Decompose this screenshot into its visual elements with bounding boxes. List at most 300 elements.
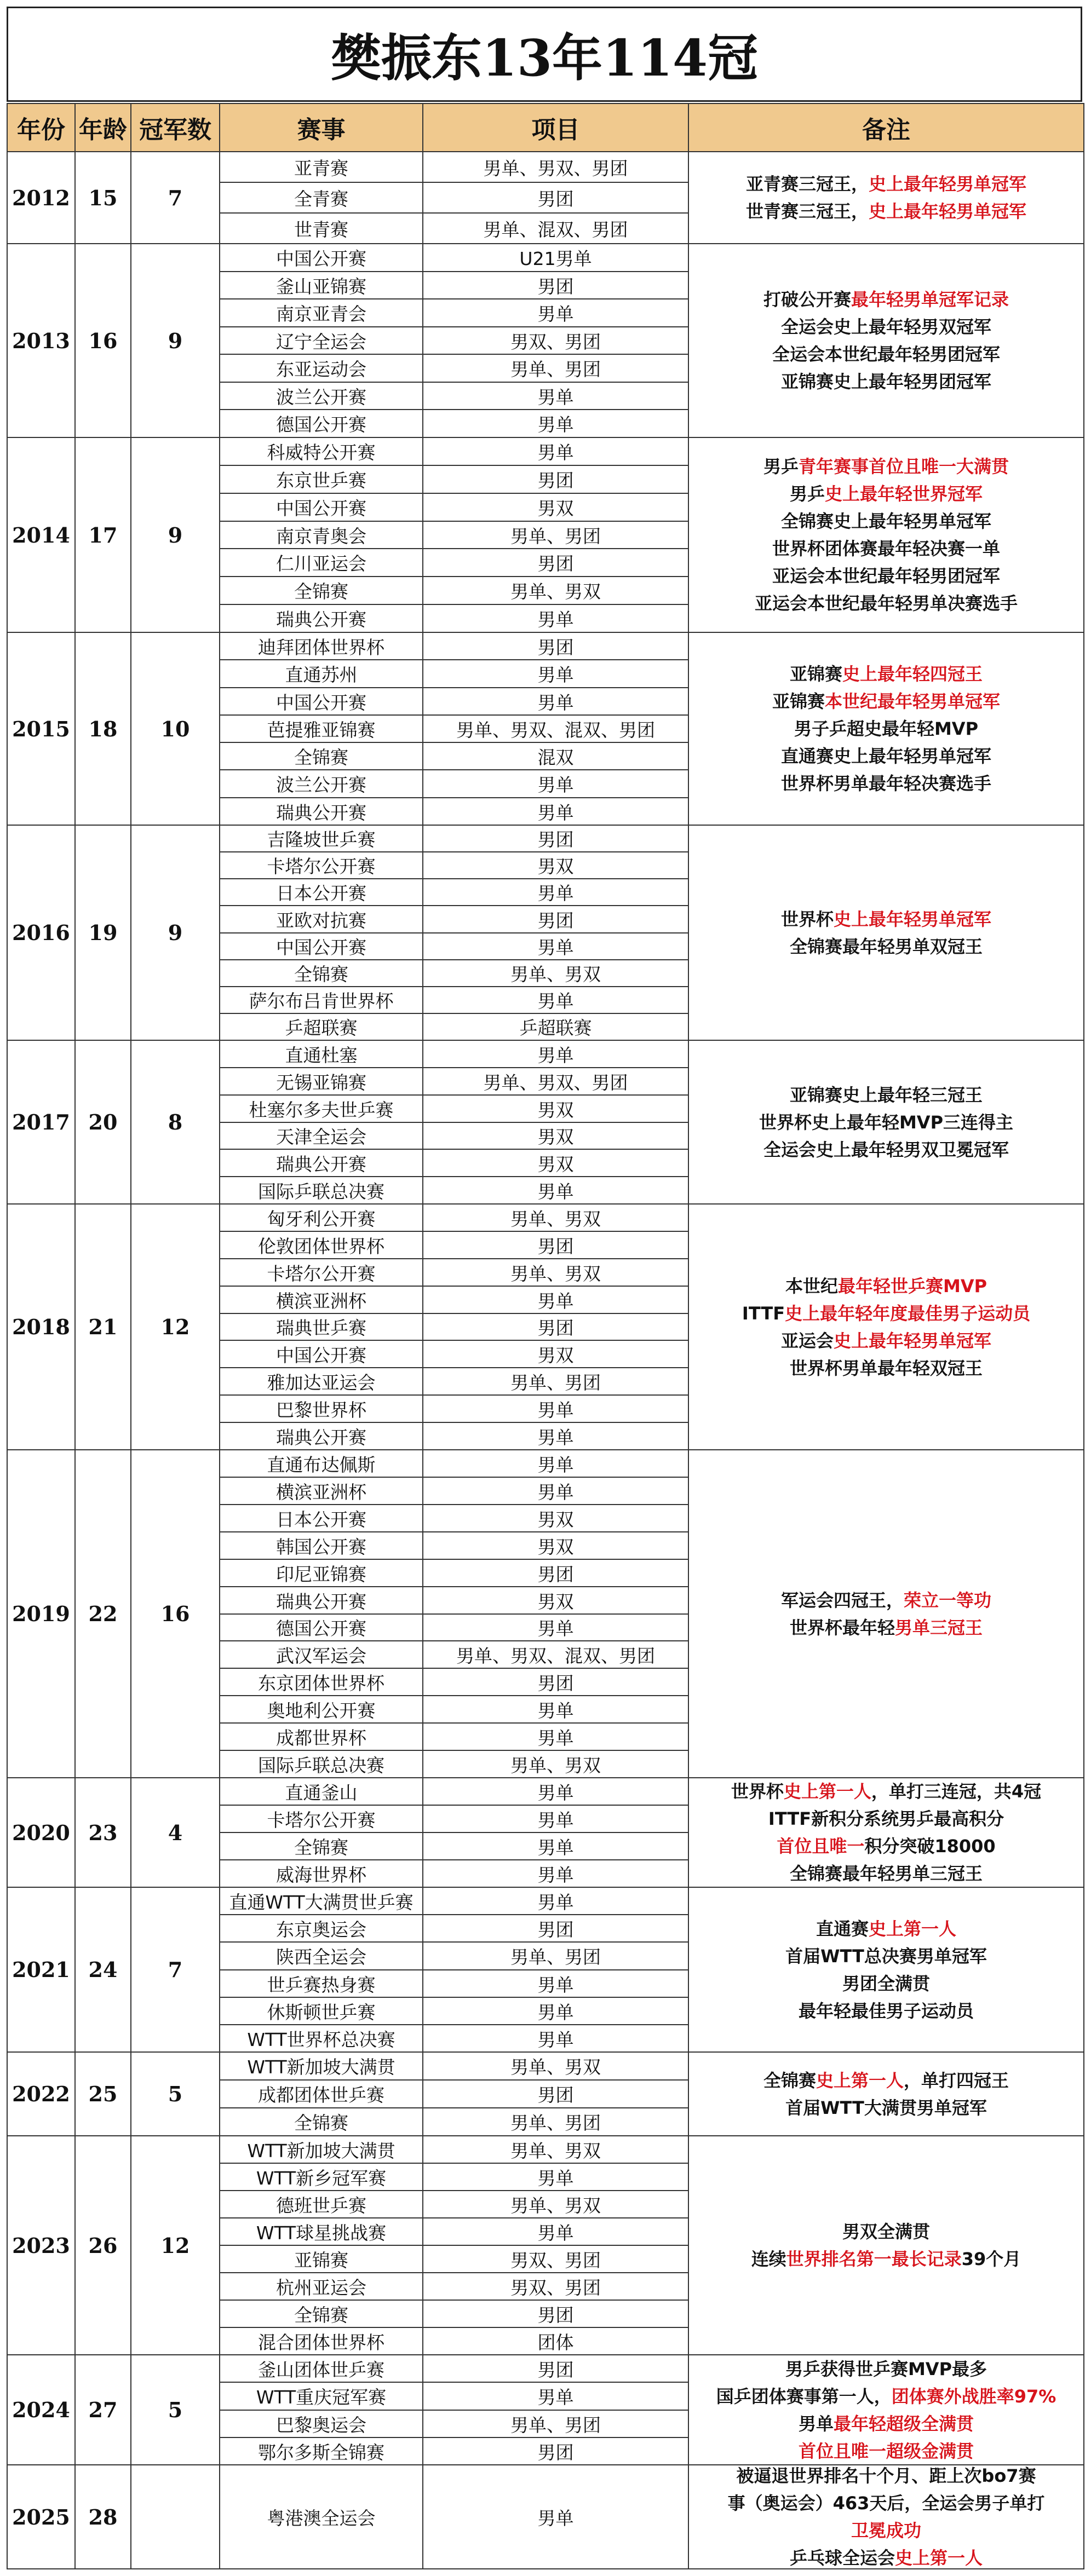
item-cell: 男双 [423, 1505, 689, 1532]
note-text: 男乒获得世乒赛MVP最多 [785, 2358, 987, 2379]
event-cell: 釜山亚锦赛 [220, 272, 423, 299]
note-line [728, 2489, 1045, 2517]
item-cell: 男团 [423, 272, 689, 299]
event-cell: 东亚运动会 [220, 355, 423, 383]
year-cell: 2023 [7, 2136, 76, 2355]
note-text: ，单打四冠王 [904, 2070, 1009, 2091]
note-text: 直通赛 [816, 1918, 869, 1939]
note-line [799, 1997, 974, 2025]
note-line [751, 2245, 1021, 2273]
note-cell [689, 2053, 1084, 2136]
event-cell: 全锦赛 [220, 1833, 423, 1860]
item-cell: 男单、男团 [423, 2411, 689, 2438]
item-cell: 男单 [423, 1778, 689, 1806]
note-text: 男乒 [763, 456, 799, 477]
event-cell: 日本公开赛 [220, 879, 423, 906]
event-cell: 混合团体世界杯 [220, 2328, 423, 2355]
event-cell: 威海世界杯 [220, 1860, 423, 1888]
note-highlight: 本世纪最年轻男单冠军 [825, 691, 1001, 712]
note-line [851, 2517, 921, 2544]
note-highlight: 史上最年轻男单冠军 [869, 201, 1027, 222]
item-cell: 男单 [423, 1833, 689, 1860]
note-line [799, 2410, 974, 2437]
event-cell: 雅加达亚运会 [220, 1368, 423, 1396]
year-cell: 2021 [7, 1888, 76, 2053]
event-cell: 亚锦赛 [220, 2246, 423, 2273]
event-cell: 世乒赛热身赛 [220, 1970, 423, 1998]
event-cell: 鄂尔多斯全锦赛 [220, 2438, 423, 2465]
event-cell: WTT新加坡大满贯 [220, 2053, 423, 2081]
note-cell [689, 2465, 1084, 2569]
header-note: 备注 [689, 103, 1084, 152]
item-cell: 男双 [423, 494, 689, 522]
event-cell: 釜山团体世乒赛 [220, 2355, 423, 2383]
note-text: 世界杯史上最年轻MVP三连得主 [759, 1111, 1014, 1133]
note-text: 亚锦赛 [772, 691, 825, 712]
note-line [799, 2437, 974, 2465]
note-line [790, 933, 983, 960]
event-cell: 直通杜塞 [220, 1041, 423, 1068]
note-highlight: 最年轻超级全满贯 [834, 2413, 974, 2434]
note-line [790, 480, 983, 508]
year-cell: 2025 [7, 2465, 76, 2569]
note-highlight: 史上最年轻世界冠军 [825, 483, 983, 504]
event-cell: 中国公开赛 [220, 933, 423, 960]
event-cell: 日本公开赛 [220, 1505, 423, 1532]
note-highlight: 史上最年轻年度最佳男子运动员 [785, 1303, 1031, 1324]
note-text: 连续 [751, 2249, 786, 2269]
note-line [781, 742, 991, 770]
event-cell: 瑞典公开赛 [220, 605, 423, 633]
item-cell: 男单 [423, 1806, 689, 1833]
age-cell: 20 [76, 1041, 131, 1205]
event-cell: WTT球星挑战赛 [220, 2218, 423, 2246]
note-line [781, 770, 991, 797]
event-cell: 全锦赛 [220, 577, 423, 605]
header-count: 冠军数 [131, 103, 220, 152]
note-text: 全锦赛史上最年轻男单冠军 [780, 511, 991, 532]
note-text: 本世纪 [785, 1275, 838, 1296]
note-line [731, 1778, 1041, 1805]
item-cell: 男双、男团 [423, 2246, 689, 2273]
note-line [781, 313, 991, 341]
champion-count-cell: 8 [131, 1041, 220, 1205]
note-text: 男单 [798, 2413, 834, 2434]
note-line [790, 2544, 983, 2569]
note-text: ，单打三连冠，共4冠 [871, 1781, 1042, 1802]
note-text: 世界杯 [731, 1781, 784, 1802]
item-cell: 男单 [423, 879, 689, 906]
event-cell: 乒超联赛 [220, 1014, 423, 1041]
event-cell: 东京奥运会 [220, 1915, 423, 1943]
event-cell: 巴黎奥运会 [220, 2411, 423, 2438]
event-cell: WTT重庆冠军赛 [220, 2383, 423, 2411]
note-highlight: 世界排名第一最长记录 [786, 2249, 962, 2269]
note-highlight: 首位且唯一 [777, 1836, 865, 1857]
note-line [772, 688, 1000, 715]
event-cell: 巴黎世界杯 [220, 1396, 423, 1423]
note-line [842, 2218, 930, 2245]
item-cell: 男团 [423, 183, 689, 214]
note-highlight: 最年轻男单冠军记录 [851, 289, 1009, 310]
note-text: 首届WTT总决赛男单冠军 [785, 1945, 987, 1967]
age-cell: 27 [76, 2355, 131, 2465]
event-cell: 陕西全运会 [220, 1943, 423, 1970]
item-cell: 乒超联赛 [423, 1014, 689, 1041]
event-cell: 卡塔尔公开赛 [220, 1806, 423, 1833]
event-cell: 卡塔尔公开赛 [220, 852, 423, 879]
note-line [785, 2094, 987, 2122]
champion-count-cell: 12 [131, 1205, 220, 1450]
note-line [790, 660, 983, 688]
event-cell: 世青赛 [220, 214, 423, 244]
item-cell: 男单、男双 [423, 960, 689, 987]
item-cell: 男团 [423, 826, 689, 852]
event-cell: 芭提雅亚锦赛 [220, 716, 423, 743]
note-highlight: 史上最年轻四冠王 [842, 664, 983, 684]
note-line [781, 1327, 991, 1355]
year-cell: 2024 [7, 2355, 76, 2465]
item-cell: 男单、男双、混双、男团 [423, 716, 689, 743]
item-cell: 男团 [423, 2081, 689, 2108]
note-line [785, 2355, 987, 2383]
page-title: 樊振东13年114冠 [7, 7, 1082, 102]
year-cell: 2022 [7, 2053, 76, 2136]
event-cell: 直通苏州 [220, 660, 423, 688]
year-cell: 2018 [7, 1205, 76, 1450]
event-cell: 伦敦团体世界杯 [220, 1232, 423, 1259]
note-line [759, 1109, 1013, 1136]
note-line [790, 1081, 983, 1109]
note-cell [689, 826, 1084, 1041]
note-text: 亚青赛三冠王， [745, 174, 869, 194]
note-highlight: 团体赛外战胜率97% [891, 2385, 1056, 2407]
note-highlight: 史上第一人 [783, 1781, 871, 1802]
note-text: 亚锦赛史上最年轻三冠王 [789, 1084, 983, 1105]
item-cell: 男单 [423, 1998, 689, 2025]
event-cell: 国际乒联总决赛 [220, 1751, 423, 1778]
item-cell: 男单、男团 [423, 2108, 689, 2136]
item-cell: 男单、混双、男团 [423, 214, 689, 244]
event-cell: 横滨亚洲杯 [220, 1478, 423, 1505]
event-cell: 休斯顿世乒赛 [220, 1998, 423, 2025]
note-line [755, 590, 1018, 617]
note-cell [689, 2355, 1084, 2465]
item-cell: 男单 [423, 1478, 689, 1505]
note-text: 全锦赛最年轻男单三冠王 [789, 1863, 983, 1884]
champion-count-cell: 9 [131, 244, 220, 438]
note-cell [689, 1450, 1084, 1778]
event-cell: 中国公开赛 [220, 688, 423, 716]
item-cell: 男单 [423, 1396, 689, 1423]
item-cell: 男单、男团 [423, 355, 689, 383]
note-text: 男子乒超史最年轻MVP [794, 718, 979, 739]
note-line [790, 1355, 983, 1382]
item-cell: 男单 [423, 1724, 689, 1751]
age-cell: 19 [76, 826, 131, 1041]
note-text: 39个月 [961, 2249, 1021, 2269]
event-cell: 中国公开赛 [220, 244, 423, 272]
age-cell: 25 [76, 2053, 131, 2136]
note-text: 积分突破18000 [864, 1836, 996, 1857]
event-cell: 东京团体世界杯 [220, 1669, 423, 1696]
item-cell: 男单 [423, 1970, 689, 1998]
item-cell: 男单 [423, 1287, 689, 1314]
item-cell: 男团 [423, 2301, 689, 2328]
champion-count-cell: 9 [131, 826, 220, 1041]
event-cell: 中国公开赛 [220, 494, 423, 522]
event-cell: 奥地利公开赛 [220, 1696, 423, 1724]
event-cell: 波兰公开赛 [220, 383, 423, 410]
event-cell: 亚欧对抗赛 [220, 906, 423, 933]
item-cell: 男双 [423, 1587, 689, 1615]
note-line [763, 1136, 1009, 1163]
event-cell: 横滨亚洲杯 [220, 1287, 423, 1314]
event-cell: 德国公开赛 [220, 410, 423, 438]
note-text: 最年轻最佳男子运动员 [798, 2000, 974, 2021]
event-cell: 全锦赛 [220, 2108, 423, 2136]
event-cell: 全锦赛 [220, 743, 423, 770]
age-cell: 17 [76, 438, 131, 633]
event-cell: 成都团体世乒赛 [220, 2081, 423, 2108]
item-cell: 男双 [423, 1123, 689, 1150]
age-cell: 23 [76, 1778, 131, 1888]
note-line [785, 1943, 987, 1970]
note-highlight: 最年轻世乒赛MVP [837, 1275, 987, 1296]
note-text: 男双全满贯 [842, 2221, 930, 2242]
item-cell: 男团 [423, 2355, 689, 2383]
item-cell: 男单、男双 [423, 1205, 689, 1232]
note-cell [689, 1778, 1084, 1888]
item-cell: 男单 [423, 383, 689, 410]
note-line [790, 1860, 983, 1887]
event-cell: WTT新加坡大满贯 [220, 2136, 423, 2164]
note-line [716, 2383, 1056, 2410]
note-text: 打破公开赛 [763, 289, 851, 310]
note-text: 全运会史上最年轻男双冠军 [780, 316, 991, 337]
year-cell: 2014 [7, 438, 76, 633]
event-cell: 直通布达佩斯 [220, 1450, 423, 1478]
item-cell: 男单 [423, 605, 689, 633]
age-cell: 21 [76, 1205, 131, 1450]
note-highlight: 卫冕成功 [851, 2520, 921, 2541]
note-text: ITTF [742, 1303, 785, 1324]
age-cell: 18 [76, 633, 131, 826]
event-cell: 瑞典世乒赛 [220, 1314, 423, 1341]
item-cell: 男单 [423, 987, 689, 1014]
year-cell: 2012 [7, 152, 76, 244]
note-cell [689, 1205, 1084, 1450]
event-cell: WTT新乡冠军赛 [220, 2164, 423, 2191]
event-cell: 南京亚青会 [220, 299, 423, 327]
header-age: 年龄 [76, 103, 131, 152]
note-text: 全锦赛 [763, 2070, 816, 2091]
champion-count-cell: 5 [131, 2053, 220, 2136]
event-cell: 南京青奥会 [220, 522, 423, 549]
item-cell: 男单 [423, 2465, 689, 2569]
note-line [763, 2067, 1009, 2094]
item-cell: 男单、男双 [423, 577, 689, 605]
note-text: 亚运会 [780, 1330, 834, 1351]
note-line [816, 1915, 956, 1943]
item-cell: 男单 [423, 2383, 689, 2411]
champion-count-cell: 16 [131, 1450, 220, 1778]
note-text: 全运会本世纪最年轻男团冠军 [772, 344, 1000, 365]
note-text: 世界杯最年轻 [789, 1617, 895, 1638]
event-cell: 直通釜山 [220, 1778, 423, 1806]
event-cell: 无锡亚锦赛 [220, 1068, 423, 1096]
note-text: 全锦赛最年轻男单双冠王 [789, 936, 983, 957]
age-cell: 28 [76, 2465, 131, 2569]
champion-count-cell [131, 2465, 220, 2569]
age-cell: 15 [76, 152, 131, 244]
item-cell: 男单 [423, 660, 689, 688]
note-text: 亚锦赛 [789, 664, 842, 684]
note-text: 国乒团体赛事第一人， [716, 2385, 892, 2407]
item-cell: 男单、男双 [423, 1751, 689, 1778]
note-line [763, 453, 1009, 480]
note-line [790, 1614, 983, 1641]
item-cell: 男双 [423, 1150, 689, 1177]
age-cell: 24 [76, 1888, 131, 2053]
note-text: 世界杯 [780, 908, 834, 930]
header-year: 年份 [7, 103, 76, 152]
item-cell: 男团 [423, 1560, 689, 1587]
note-cell [689, 438, 1084, 633]
event-cell: 迪拜团体世界杯 [220, 633, 423, 660]
champion-count-cell: 9 [131, 438, 220, 633]
event-cell: 吉隆坡世乒赛 [220, 826, 423, 852]
item-cell: 男单 [423, 438, 689, 466]
age-cell: 26 [76, 2136, 131, 2355]
event-cell: 亚青赛 [220, 152, 423, 183]
item-cell: 男团 [423, 1314, 689, 1341]
item-cell: 男单 [423, 1860, 689, 1888]
event-cell: 瑞典公开赛 [220, 1587, 423, 1615]
note-text: 世界杯男单最年轻双冠王 [789, 1357, 983, 1379]
event-cell: 韩国公开赛 [220, 1532, 423, 1560]
note-cell [689, 2136, 1084, 2355]
year-cell: 2017 [7, 1041, 76, 1205]
note-text: 乒乓球全运会 [789, 2548, 895, 2568]
event-cell: 萨尔布吕肯世界杯 [220, 987, 423, 1014]
note-text: 事（奥运会）463天后，全运会男子单打 [727, 2493, 1045, 2514]
note-cell [689, 152, 1084, 244]
event-cell: 全锦赛 [220, 960, 423, 987]
item-cell: 男双 [423, 1096, 689, 1123]
item-cell: 男单、男团 [423, 1368, 689, 1396]
note-line [794, 715, 978, 742]
item-cell: 男单、男双 [423, 2053, 689, 2081]
item-cell: 男单 [423, 770, 689, 798]
note-text: 亚运会本世纪最年轻男单决赛选手 [754, 593, 1018, 614]
note-line [777, 1832, 995, 1860]
item-cell: 男单 [423, 1696, 689, 1724]
note-cell [689, 1041, 1084, 1205]
note-text: 亚锦赛史上最年轻男团冠军 [780, 371, 991, 392]
note-highlight: 史上第一人 [869, 1918, 957, 1939]
item-cell: 男单、男双 [423, 2136, 689, 2164]
item-cell: 男单 [423, 1177, 689, 1205]
event-cell: 直通WTT大满贯世乒赛 [220, 1888, 423, 1915]
note-line [842, 1970, 930, 1997]
note-cell [689, 633, 1084, 826]
event-cell: 瑞典公开赛 [220, 1150, 423, 1177]
event-cell: 卡塔尔公开赛 [220, 1259, 423, 1287]
item-cell: 男团 [423, 1915, 689, 1943]
note-highlight: 史上第一人 [816, 2070, 904, 2091]
note-text: 直通赛史上最年轻男单冠军 [780, 746, 991, 767]
note-cell [689, 1888, 1084, 2053]
item-cell: 男双、男团 [423, 327, 689, 355]
item-cell: 男单、男团 [423, 1943, 689, 1970]
item-cell: 男单 [423, 798, 689, 826]
item-cell: 男单 [423, 688, 689, 716]
note-highlight: 史上最年轻男单冠军 [834, 908, 992, 930]
event-cell: 中国公开赛 [220, 1341, 423, 1368]
header-item: 项目 [423, 103, 689, 152]
item-cell: 男单 [423, 1041, 689, 1068]
event-cell: 印尼亚锦赛 [220, 1560, 423, 1587]
event-cell: 武汉军运会 [220, 1641, 423, 1669]
event-cell: 粤港澳全运会 [220, 2465, 423, 2569]
event-cell: 全青赛 [220, 183, 423, 214]
item-cell: 男单 [423, 299, 689, 327]
item-cell: 男双 [423, 852, 689, 879]
item-cell: U21男单 [423, 244, 689, 272]
note-line [772, 341, 1000, 368]
event-cell: 瑞典公开赛 [220, 1423, 423, 1450]
event-cell: 科威特公开赛 [220, 438, 423, 466]
note-text: 世界杯团体赛最年轻决赛一单 [772, 538, 1000, 559]
item-cell: 男单 [423, 1423, 689, 1450]
event-cell: 仁川亚运会 [220, 549, 423, 577]
year-cell: 2013 [7, 244, 76, 438]
item-cell: 混双 [423, 743, 689, 770]
note-cell [689, 244, 1084, 438]
year-cell: 2015 [7, 633, 76, 826]
note-highlight: 男单三冠王 [895, 1617, 983, 1638]
note-line [772, 535, 1000, 562]
note-text: 全运会史上最年轻男双卫冕冠军 [763, 1139, 1009, 1160]
item-cell: 男团 [423, 466, 689, 494]
note-highlight: 史上第一人 [895, 2548, 983, 2568]
note-highlight: 史上最年轻男单冠军 [869, 174, 1027, 194]
item-cell: 男团 [423, 633, 689, 660]
note-highlight: 史上最年轻男单冠军 [834, 1330, 992, 1351]
note-line [742, 1300, 1030, 1327]
champion-count-cell: 7 [131, 1888, 220, 2053]
note-text: ITTF新积分系统男乒最高积分 [768, 1808, 1004, 1829]
event-cell: 杭州亚运会 [220, 2273, 423, 2301]
item-cell: 男单、男双 [423, 2191, 689, 2218]
item-cell: 男单 [423, 2164, 689, 2191]
item-cell: 男单 [423, 2025, 689, 2053]
item-cell: 男单、男双、男团 [423, 1068, 689, 1096]
note-line [785, 1272, 987, 1300]
note-text: 世界杯男单最年轻决赛选手 [780, 773, 991, 794]
note-highlight: 首位且唯一超级金满贯 [798, 2440, 974, 2462]
event-cell: 天津全运会 [220, 1123, 423, 1150]
year-cell: 2016 [7, 826, 76, 1041]
event-cell: 东京世乒赛 [220, 466, 423, 494]
event-cell: 德国公开赛 [220, 1615, 423, 1641]
note-line [746, 170, 1026, 198]
note-text: 军运会四冠王， [780, 1589, 904, 1611]
item-cell: 男单、男团 [423, 522, 689, 549]
note-text: 被逼退世界排名十个月、距上次bo7赛 [736, 2465, 1036, 2486]
note-line [772, 562, 1000, 590]
